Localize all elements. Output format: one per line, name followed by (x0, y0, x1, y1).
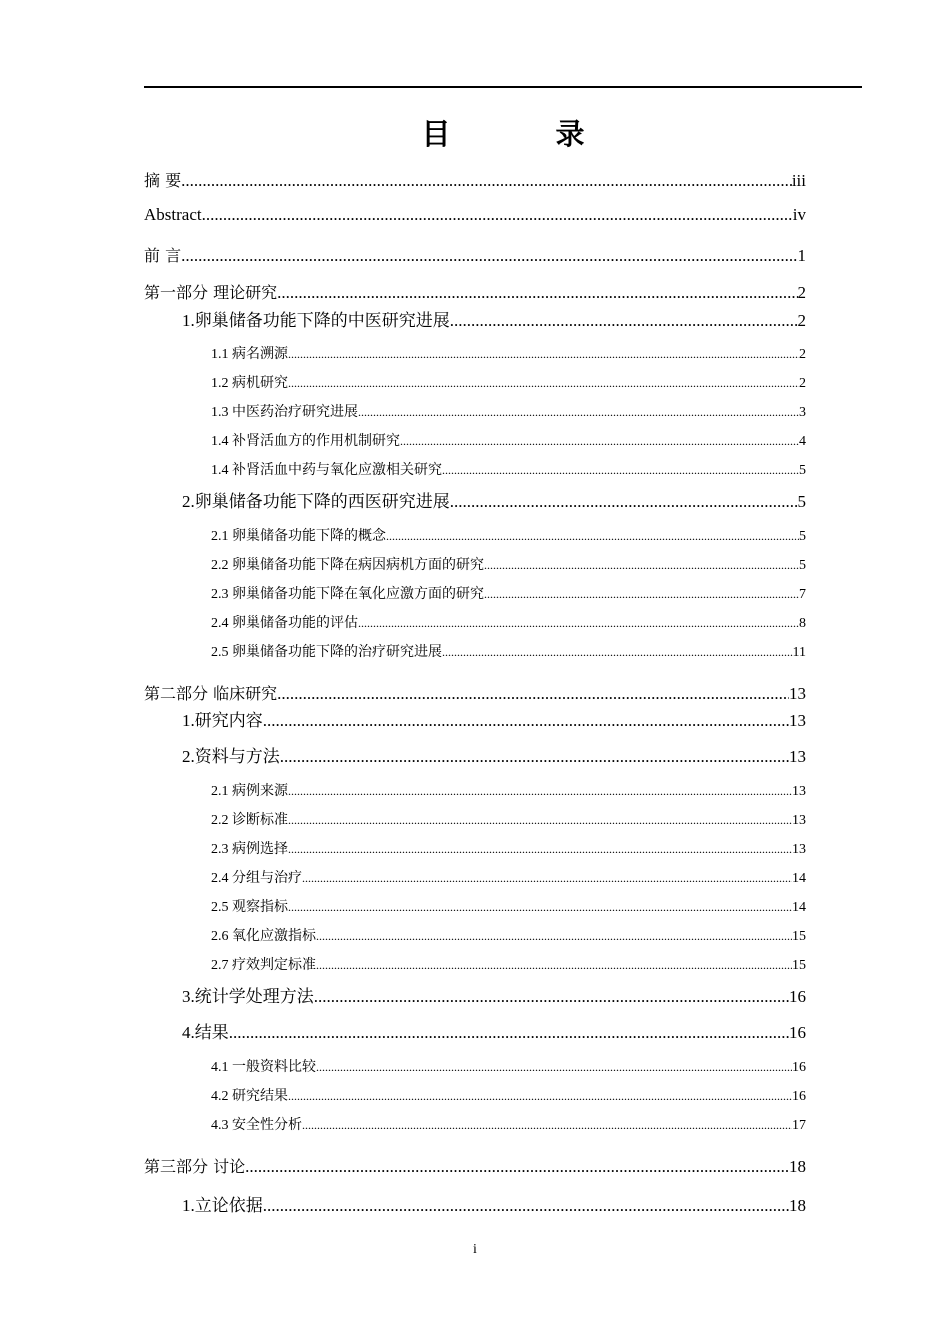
toc-leader (277, 283, 797, 303)
toc-leader (450, 492, 798, 512)
toc-entry[interactable] (182, 1018, 806, 1043)
toc-entry[interactable] (144, 205, 806, 225)
toc-leader (386, 529, 799, 544)
toc-leader (181, 171, 792, 191)
toc-entry[interactable] (211, 925, 806, 945)
toc-leader (484, 558, 799, 573)
toc-entry-page: 5 (799, 558, 806, 573)
toc-leader (358, 405, 799, 420)
toc-entry[interactable] (211, 1056, 806, 1076)
toc-entry-page: 14 (792, 871, 806, 886)
toc-entry-label: 1.4 补肾活血方的作用机制研究 (211, 434, 400, 449)
toc-entry-page: 17 (792, 1118, 806, 1133)
toc-entry-label: 1.2 病机研究 (211, 376, 288, 391)
toc-leader (302, 1118, 792, 1133)
toc-entry[interactable] (182, 706, 806, 731)
toc-entry-page: iv (792, 205, 806, 224)
toc-entry-label: 4.结果 (182, 1023, 229, 1042)
toc-entry-page: 5 (797, 492, 806, 511)
toc-entry-page: 5 (799, 463, 806, 478)
toc-entry[interactable] (211, 780, 806, 800)
toc-entry[interactable] (182, 306, 806, 331)
toc-entry[interactable] (144, 280, 806, 303)
toc-entry-page: 1 (797, 246, 806, 265)
toc-entry[interactable] (211, 554, 806, 574)
toc-entry-label: 4.3 安全性分析 (211, 1118, 302, 1133)
toc-entry[interactable] (182, 1191, 806, 1216)
toc-entry-page: 2 (797, 311, 806, 330)
toc-leader (288, 900, 792, 915)
toc-entry[interactable] (211, 343, 806, 363)
toc-leader (288, 813, 792, 828)
toc-leader (288, 784, 792, 799)
toc-entry-page: 11 (792, 645, 806, 660)
toc-entry[interactable] (211, 430, 806, 450)
toc-leader (442, 645, 793, 660)
toc-entry-label: 第三部分 讨论 (144, 1157, 246, 1176)
toc-entry-label: 2.5 观察指标 (211, 900, 288, 915)
toc-entry-label: 2.2 卵巢储备功能下降在病因病机方面的研究 (211, 558, 484, 573)
toc-leader (316, 958, 792, 973)
toc-entry-label: 1.研究内容 (182, 711, 263, 730)
toc-leader (316, 929, 792, 944)
toc-leader (288, 1089, 792, 1104)
toc-entry-label: 3.统计学处理方法 (182, 987, 314, 1006)
toc-entry[interactable] (211, 612, 806, 632)
toc-entry-label: 2.3 卵巢储备功能下降在氧化应激方面的研究 (211, 587, 484, 602)
toc-entry-page: 16 (792, 1060, 806, 1075)
toc-entry-page: 13 (789, 711, 806, 730)
toc-entry[interactable] (211, 896, 806, 916)
toc-leader (245, 1157, 789, 1177)
toc-entry-label: 1.4 补肾活血中药与氧化应激相关研究 (211, 463, 442, 478)
toc-leader (263, 711, 789, 731)
toc-leader (288, 842, 792, 857)
toc-entry[interactable] (144, 681, 806, 704)
toc-entry[interactable] (211, 583, 806, 603)
toc-entry[interactable] (144, 168, 806, 191)
toc-entry-page: 13 (789, 747, 806, 766)
toc-leader (358, 616, 799, 631)
toc-entry-page: 13 (792, 784, 806, 799)
toc-leader (450, 311, 798, 331)
toc-leader (202, 205, 793, 225)
toc-entry-label: 2.卵巢储备功能下降的西医研究进展 (182, 492, 450, 511)
toc-entry-label: 2.7 疗效判定标准 (211, 958, 316, 973)
toc-leader (181, 246, 797, 266)
toc-entry[interactable] (211, 954, 806, 974)
toc-entry[interactable] (211, 1085, 806, 1105)
toc-leader (316, 1060, 792, 1075)
toc-entry-page: 13 (789, 684, 806, 703)
toc-entry[interactable] (211, 459, 806, 479)
toc-entry-page: 18 (789, 1157, 806, 1176)
toc-entry-label: 4.1 一般资料比较 (211, 1060, 316, 1075)
toc-entry[interactable] (211, 867, 806, 887)
toc-leader (302, 871, 792, 886)
toc-entry-label: 2.6 氧化应激指标 (211, 929, 316, 944)
toc-entry-page: 16 (792, 1089, 806, 1104)
toc-entry-label: 1.1 病名溯源 (211, 347, 288, 362)
toc-entry[interactable] (182, 982, 806, 1007)
toc-entry-page: 2 (799, 376, 806, 391)
toc-leader (277, 684, 789, 704)
toc-entry[interactable] (211, 809, 806, 829)
toc-entry-page: 15 (792, 958, 806, 973)
toc-entry[interactable] (211, 401, 806, 421)
toc-entry-page: 15 (792, 929, 806, 944)
toc-entry-page: 7 (799, 587, 806, 602)
toc-entry-page: 2 (797, 283, 806, 302)
toc-entry-page: 2 (799, 347, 806, 362)
toc-entry-page: 18 (789, 1196, 806, 1215)
toc-entry-label: 第一部分 理论研究 (144, 283, 278, 302)
toc-leader (484, 587, 799, 602)
toc-leader (288, 376, 799, 391)
toc-leader (280, 747, 789, 767)
toc-entry[interactable] (211, 525, 806, 545)
toc-entry[interactable] (211, 372, 806, 392)
toc-entry[interactable] (182, 487, 806, 512)
toc-entry-label: 2.1 病例来源 (211, 784, 288, 799)
toc-entry-label: 2.1 卵巢储备功能下降的概念 (211, 529, 386, 544)
toc-title: 目 录 (421, 117, 623, 151)
toc-entry-page: 13 (792, 813, 806, 828)
toc-entry-label: 前 言 (144, 246, 182, 265)
toc-leader (229, 1023, 789, 1043)
toc-entry[interactable] (144, 243, 806, 266)
toc-entry-page: 5 (799, 529, 806, 544)
toc-leader (288, 347, 799, 362)
toc-entry-label: 摘 要 (144, 171, 182, 190)
toc-entry-page: 8 (799, 616, 806, 631)
toc-entry-label: 2.5 卵巢储备功能下降的治疗研究进展 (211, 645, 442, 660)
toc-leader (442, 463, 799, 478)
toc-entry-label: 2.3 病例选择 (211, 842, 288, 857)
toc-entry-label: 2.2 诊断标准 (211, 813, 288, 828)
toc-entry-label: 1.卵巢储备功能下降的中医研究进展 (182, 311, 450, 330)
toc-entry-page: iii (791, 171, 806, 190)
toc-entry-page: 14 (792, 900, 806, 915)
toc-entry-label: 2.4 分组与治疗 (211, 871, 302, 886)
toc-entry-page: 4 (799, 434, 806, 449)
toc-leader (400, 434, 799, 449)
toc-leader (263, 1196, 789, 1216)
header-rule (144, 86, 862, 88)
toc-entry-label: 第二部分 临床研究 (144, 684, 278, 703)
toc-entry-page: 16 (789, 987, 806, 1006)
page-number: i (473, 1242, 477, 1257)
toc-entry-page: 13 (792, 842, 806, 857)
toc-entry-label: 1.立论依据 (182, 1196, 263, 1215)
toc-entry-label: 4.2 研究结果 (211, 1089, 288, 1104)
toc-entry-label: 2.4 卵巢储备功能的评估 (211, 616, 358, 631)
toc-entry-label: 1.3 中医药治疗研究进展 (211, 405, 358, 420)
toc-entry-page: 16 (789, 1023, 806, 1042)
toc-leader (314, 987, 789, 1007)
toc-entry-page: 3 (799, 405, 806, 420)
toc-entry[interactable] (211, 641, 806, 661)
toc-entry-label: Abstract (144, 205, 202, 224)
toc-entry[interactable] (211, 838, 806, 858)
toc-entry[interactable] (211, 1114, 806, 1134)
toc-entry[interactable] (182, 742, 806, 767)
toc-entry-label: 2.资料与方法 (182, 747, 280, 766)
toc-entry[interactable] (144, 1154, 806, 1177)
